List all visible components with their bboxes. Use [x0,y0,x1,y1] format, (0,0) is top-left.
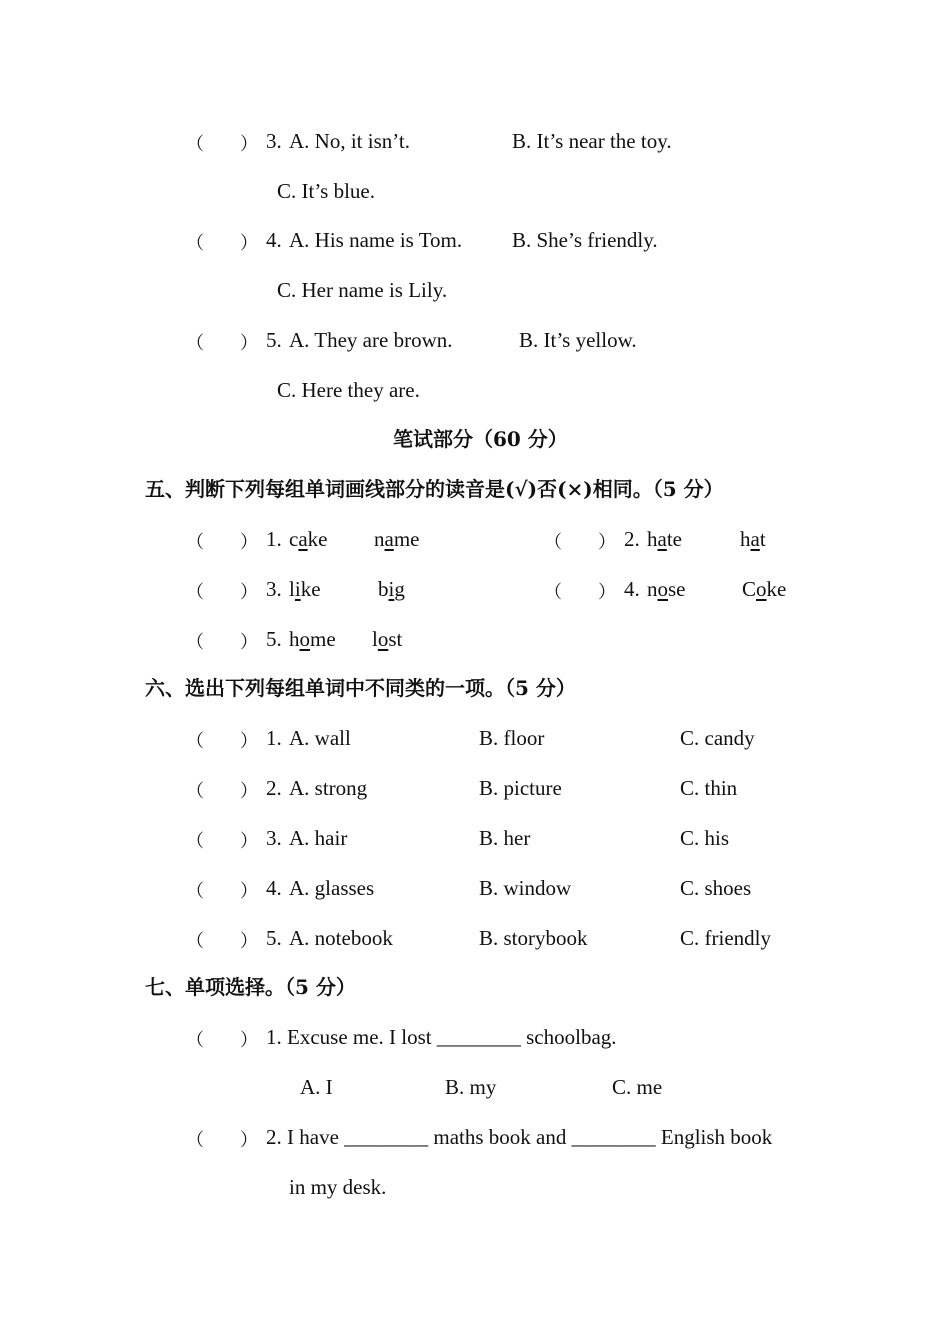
option-c: C. It’s blue. [277,179,375,203]
written-part-title: 笔试部分（60 分） [393,427,568,451]
option-b: B. window [479,876,572,900]
section-6-title: 六、选出下列每组单词中不同类的一项。（5 分） [145,676,576,700]
option-a: A. I [300,1075,333,1099]
answer-paren-open: （ [186,233,204,253]
question-stem-continuation: in my desk. [289,1175,387,1199]
question-number: 5. [266,328,282,352]
question-number: 1. [266,726,282,750]
answer-paren-close: ） [240,333,258,353]
question-number: 5. [266,627,282,651]
underlined-letter: a [657,527,667,551]
option-a: A. wall [289,726,351,750]
option-a: A. They are brown. [289,328,453,352]
word-1: nose [647,577,686,601]
word-2: Coke [742,577,787,601]
question-number: 4. [266,228,282,252]
option-a: A. glasses [289,876,375,900]
option-b: B. her [479,826,531,850]
option-c: C. me [612,1075,663,1099]
word-1: hate [647,527,682,551]
answer-paren-close: ） [240,532,258,552]
option-b: B. floor [479,726,545,750]
answer-paren-close: ） [240,831,258,851]
answer-paren-open: （ [186,632,204,652]
option-b: B. picture [479,776,562,800]
underlined-letter: a [384,527,394,551]
option-b: B. She’s friendly. [512,228,658,252]
option-a: A. hair [289,826,348,850]
answer-paren-open: （ [186,731,204,751]
section-5-title: 五、判断下列每组单词画线部分的读音是(√)否(×)相同。（5 分） [145,477,724,501]
option-c: C. Here they are. [277,378,420,402]
answer-paren-close: ） [240,233,258,253]
answer-paren-open: （ [186,881,204,901]
word-1: like [289,577,321,601]
answer-paren-close: ） [240,632,258,652]
answer-paren-close: ） [240,1030,258,1050]
question-stem: 2. I have ________ maths book and ________ English book [266,1125,773,1149]
question-number: 2. [266,776,282,800]
question-number: 5. [266,926,282,950]
option-c: C. his [680,826,730,850]
question-number: 3. [266,826,282,850]
underlined-letter: i [294,577,301,601]
underlined-letter: o [756,577,767,601]
answer-paren-close: ） [598,582,616,602]
word-1: home [289,627,336,651]
option-b: B. my [445,1075,497,1099]
answer-paren-open: （ [186,781,204,801]
question-stem: 1. Excuse me. I lost ________ schoolbag. [266,1025,617,1049]
answer-paren-close: ） [240,931,258,951]
answer-paren-open: （ [186,333,204,353]
option-c: C. candy [680,726,755,750]
option-b: B. It’s near the toy. [512,129,672,153]
answer-paren-open: （ [186,1130,204,1150]
underlined-letter: o [657,577,668,601]
option-c: C. shoes [680,876,752,900]
answer-paren-close: ） [598,532,616,552]
option-c: C. friendly [680,926,771,950]
option-a: A. strong [289,776,368,800]
question-number: 4. [624,577,640,601]
answer-paren-open: （ [544,532,562,552]
word-2: lost [372,627,403,651]
underlined-letter: a [298,527,308,551]
answer-paren-close: ） [240,1130,258,1150]
question-number: 2. [624,527,640,551]
option-b: B. It’s yellow. [519,328,637,352]
answer-paren-open: （ [544,582,562,602]
option-c: C. Her name is Lily. [277,278,448,302]
word-2: name [374,527,420,551]
option-c: C. thin [680,776,738,800]
underlined-letter: i [388,577,395,601]
question-number: 4. [266,876,282,900]
answer-paren-open: （ [186,931,204,951]
word-1: cake [289,527,328,551]
word-2: hat [740,527,766,551]
answer-paren-close: ） [240,781,258,801]
question-number: 1. [266,527,282,551]
answer-paren-open: （ [186,582,204,602]
question-number: 3. [266,577,282,601]
underlined-letter: o [377,627,389,651]
answer-paren-close: ） [240,134,258,154]
section-7-title: 七、单项选择。（5 分） [145,975,356,999]
underlined-letter: a [750,527,760,551]
answer-paren-close: ） [240,731,258,751]
word-2: big [378,577,405,601]
option-a: A. No, it isn’t. [289,129,410,153]
option-b: B. storybook [479,926,588,950]
question-number: 3. [266,129,282,153]
answer-paren-open: （ [186,134,204,154]
answer-paren-open: （ [186,532,204,552]
answer-paren-open: （ [186,1030,204,1050]
underlined-letter: o [299,627,310,651]
answer-paren-close: ） [240,881,258,901]
answer-paren-close: ） [240,582,258,602]
option-a: A. His name is Tom. [289,228,463,252]
option-a: A. notebook [289,926,393,950]
answer-paren-open: （ [186,831,204,851]
